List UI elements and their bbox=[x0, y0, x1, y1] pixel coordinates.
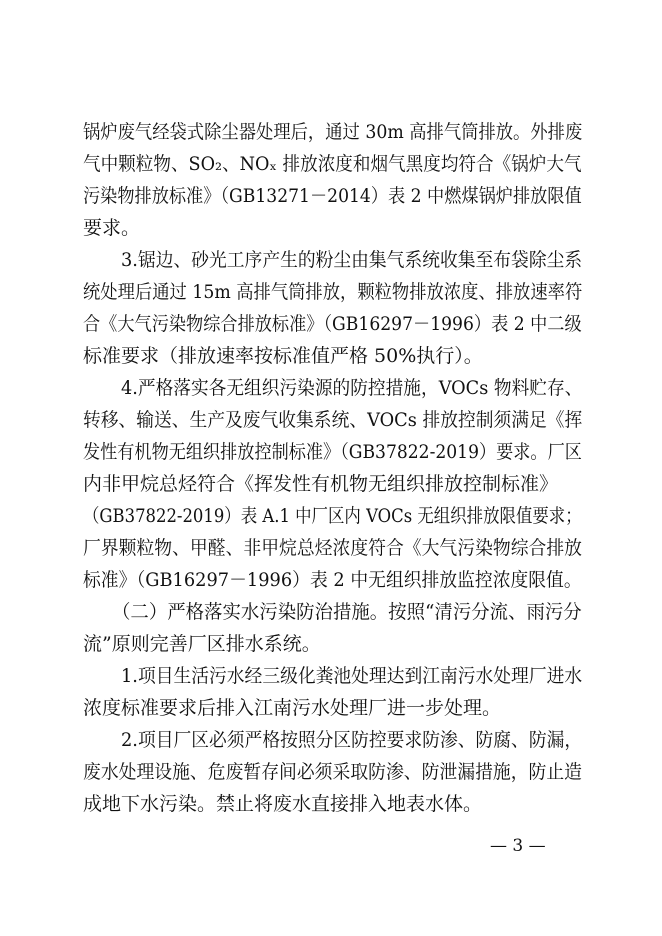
text-line-16: （二）严格落实水污染防治措施。按照“清污分流、雨污分 bbox=[112, 601, 582, 623]
text-line-15: 标准》（GB16297－1996）表 2 中无组织排放监控浓度限值。 bbox=[83, 569, 582, 591]
text-line-10: 转移、输送、生产及废气收集系统、VOCs 排放控制须满足《挥 bbox=[83, 409, 583, 431]
text-line-22: 成地下水污染。禁止将废水直接排入地表水体。 bbox=[83, 793, 483, 815]
text-line-13: （GB37822-2019）表 A.1 中厂区内 VOCs 无组织排放限值要求； bbox=[83, 505, 582, 527]
text-line-4: 要求。 bbox=[83, 217, 141, 239]
text-line-6: 统处理后通过 15m 高排气筒排放，颗粒物排放浓度、排放速率符 bbox=[83, 281, 583, 303]
text-line-19: 浓度标准要求后排入江南污水处理厂进一步处理。 bbox=[83, 697, 502, 719]
text-line-5: 3.锯边、砂光工序产生的粉尘由集气系统收集至布袋除尘系 bbox=[121, 249, 583, 271]
text-line-8: 标准要求（排放速率按标准值严格 50%执行）。 bbox=[83, 345, 483, 367]
text-line-11: 发性有机物无组织排放控制标准》（GB37822-2019）要求。厂区 bbox=[83, 441, 582, 463]
text-line-20: 2.项目厂区必须严格按照分区防控要求防渗、防腐、防漏， bbox=[121, 729, 583, 751]
page-number: — 3 — bbox=[490, 836, 546, 856]
text-line-14: 厂界颗粒物、甲醛、非甲烷总烃浓度符合《大气污染物综合排放 bbox=[83, 537, 583, 559]
text-line-3: 污染物排放标准》（GB13271－2014）表 2 中燃煤锅炉排放限值 bbox=[83, 185, 582, 207]
text-line-9: 4.严格落实各无组织污染源的防控措施，VOCs 物料贮存、 bbox=[121, 377, 583, 399]
text-line-12: 内非甲烷总烃符合《挥发性有机物无组织排放控制标准》 bbox=[83, 473, 559, 495]
text-line-2: 气中颗粒物、SO₂、NOₓ 排放浓度和烟气黑度均符合《锅炉大气 bbox=[83, 153, 582, 175]
text-line-1: 锅炉废气经袋式除尘器处理后，通过 30m 高排气筒排放。外排废 bbox=[83, 121, 583, 143]
text-line-7: 合《大气污染物综合排放标准》（GB16297－1996）表 2 中二级 bbox=[83, 313, 582, 335]
text-line-18: 1.项目生活污水经三级化粪池处理达到江南污水处理厂进水 bbox=[121, 665, 583, 687]
text-line-21: 废水处理设施、危废暂存间必须采取防渗、防泄漏措施，防止造 bbox=[83, 761, 583, 783]
text-line-17: 流”原则完善厂区排水系统。 bbox=[83, 633, 321, 655]
